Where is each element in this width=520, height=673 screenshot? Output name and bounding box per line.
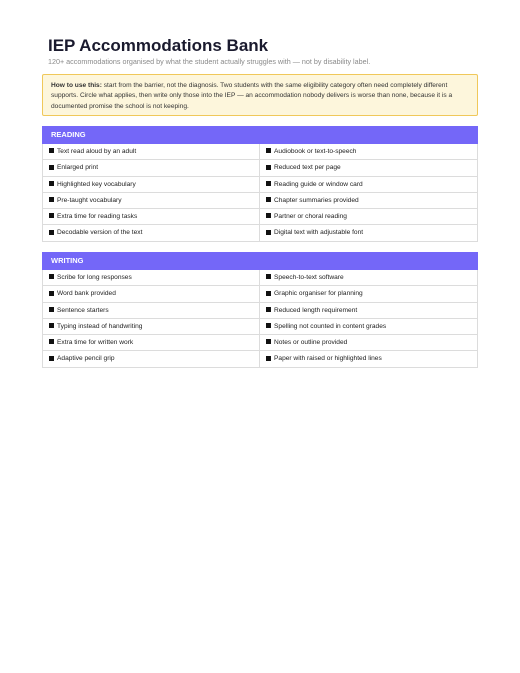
section-reading — [42, 126, 478, 242]
accommodation-label: Reduced length requirement — [274, 306, 358, 314]
accommodation-item[interactable] — [260, 225, 477, 241]
square-checkbox-icon[interactable] — [266, 181, 271, 186]
accommodation-item[interactable] — [43, 335, 260, 351]
accommodation-label: Decodable version of the text — [57, 229, 143, 237]
page-title: IEP Accommodations Bank — [48, 36, 269, 55]
accommodation-label: Reduced text per page — [274, 164, 341, 172]
accommodation-label: Pre-taught vocabulary — [57, 196, 122, 204]
accommodation-item[interactable] — [260, 177, 477, 193]
accommodation-label: Paper with raised or highlighted lines — [274, 355, 382, 363]
accommodation-label: Sentence starters — [57, 306, 109, 314]
square-checkbox-icon[interactable] — [49, 274, 54, 279]
accommodation-label: Spelling not counted in content grades — [274, 322, 387, 330]
square-checkbox-icon[interactable] — [49, 323, 54, 328]
section-writing — [42, 252, 478, 368]
note-text: start from the barrier, not the diagnosis. Two students with the same eligibility category often need completely different supports. Circle what applies, then write only those into the IEP — an accommodation nobody delivers is worse than none, because it is a documented promise the school is not keeping. — [51, 82, 453, 110]
square-checkbox-icon[interactable] — [49, 165, 54, 170]
section-heading: WRITING — [42, 252, 478, 270]
accommodation-item[interactable] — [260, 303, 477, 319]
square-checkbox-icon[interactable] — [266, 356, 271, 361]
square-checkbox-icon[interactable] — [49, 213, 54, 218]
accommodation-label: Partner or choral reading — [274, 213, 347, 221]
accommodation-item[interactable] — [43, 160, 260, 176]
accommodation-label: Adaptive pencil grip — [57, 355, 115, 363]
square-checkbox-icon[interactable] — [266, 165, 271, 170]
accommodation-item[interactable] — [260, 193, 477, 209]
square-checkbox-icon[interactable] — [266, 339, 271, 344]
accommodation-item[interactable] — [260, 351, 477, 367]
accommodation-label: Typing instead of handwriting — [57, 322, 143, 330]
accommodation-item[interactable] — [260, 160, 477, 176]
accommodation-item[interactable] — [43, 177, 260, 193]
accommodation-item[interactable] — [43, 351, 260, 367]
square-checkbox-icon[interactable] — [49, 197, 54, 202]
accommodation-item[interactable] — [260, 144, 477, 160]
square-checkbox-icon[interactable] — [49, 356, 54, 361]
accommodation-label: Reading guide or window card — [274, 180, 363, 188]
accommodation-item[interactable] — [260, 209, 477, 225]
square-checkbox-icon[interactable] — [49, 291, 54, 296]
accommodation-item[interactable] — [260, 270, 477, 286]
accommodation-grid — [42, 270, 478, 368]
square-checkbox-icon[interactable] — [266, 291, 271, 296]
square-checkbox-icon[interactable] — [49, 339, 54, 344]
accommodation-item[interactable] — [43, 209, 260, 225]
accommodation-grid — [42, 144, 478, 242]
accommodation-label: Chapter summaries provided — [274, 196, 359, 204]
accommodation-label: Graphic organiser for planning — [274, 290, 363, 298]
square-checkbox-icon[interactable] — [266, 230, 271, 235]
square-checkbox-icon[interactable] — [266, 197, 271, 202]
accommodation-label: Text read aloud by an adult — [57, 148, 137, 155]
accommodation-item[interactable] — [260, 335, 477, 351]
accommodation-item[interactable] — [43, 270, 260, 286]
square-checkbox-icon[interactable] — [49, 307, 54, 312]
accommodation-item[interactable] — [43, 303, 260, 319]
accommodation-item[interactable] — [43, 193, 260, 209]
accommodation-label: Notes or outline provided — [274, 339, 348, 347]
accommodation-label: Extra time for written work — [57, 339, 134, 347]
accommodation-label: Enlarged print — [57, 164, 99, 172]
note-label: How to use this: — [51, 82, 102, 89]
square-checkbox-icon[interactable] — [49, 181, 54, 186]
square-checkbox-icon[interactable] — [266, 307, 271, 312]
square-checkbox-icon[interactable] — [49, 148, 54, 153]
accommodation-item[interactable] — [260, 286, 477, 302]
accommodation-item[interactable] — [260, 319, 477, 335]
accommodation-item[interactable] — [43, 286, 260, 302]
square-checkbox-icon[interactable] — [266, 148, 271, 153]
accommodation-label: Audiobook or text-to-speech — [274, 148, 357, 155]
accommodation-label: Digital text with adjustable font — [274, 229, 364, 237]
accommodation-item[interactable] — [43, 319, 260, 335]
accommodation-label: Speech-to-text software — [274, 274, 344, 281]
accommodation-item[interactable] — [43, 144, 260, 160]
square-checkbox-icon[interactable] — [266, 213, 271, 218]
accommodation-label: Extra time for reading tasks — [57, 213, 138, 221]
square-checkbox-icon[interactable] — [266, 323, 271, 328]
how-to-use-note — [42, 74, 478, 116]
section-heading: READING — [42, 126, 478, 144]
accommodation-label: Scribe for long responses — [57, 274, 132, 281]
square-checkbox-icon[interactable] — [266, 274, 271, 279]
page-subtitle: 120+ accommodations organised by what the student actually struggles with — not by disability label. — [48, 57, 371, 66]
accommodation-label: Highlighted key vocabulary — [57, 180, 136, 188]
square-checkbox-icon[interactable] — [49, 230, 54, 235]
accommodation-label: Word bank provided — [57, 290, 116, 298]
accommodation-item[interactable] — [43, 225, 260, 241]
